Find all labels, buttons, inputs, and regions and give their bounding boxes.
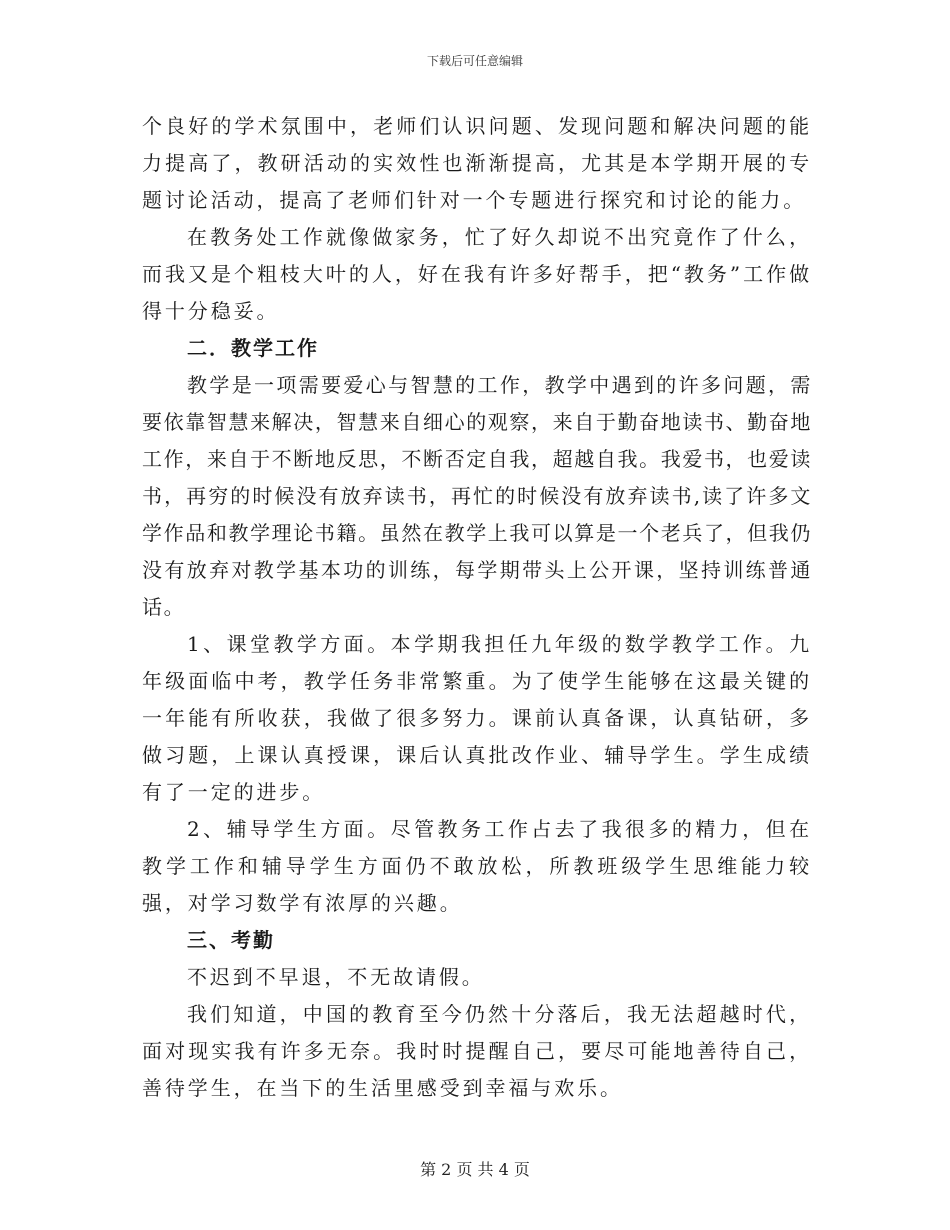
page-header: 下载后可任意编辑: [426, 54, 523, 68]
document-body: [142, 108, 812, 1107]
paragraph-1: 个良好的学术氛围中，老师们认识问题、发现问题和解决问题的能力提高了，教研活动的实效性也渐渐提高，尤其是本学期开展的专题讨论活动，提高了老师们针对一个专题进行探究和讨论的能力。: [142, 114, 812, 212]
paragraph-5: 2、辅导学生方面。尽管教务工作占去了我很多的精力，但在教学工作和辅导学生方面仍不敢放松，所教班级学生思维能力较强，对学习数学有浓厚的兴趣。: [142, 817, 812, 915]
paragraph-6: 不迟到不早退，不无故请假。: [187, 965, 485, 989]
paragraph-3: 教学是一项需要爱心与智慧的工作，教学中遇到的许多问题，需要依靠智慧来解决，智慧来自细心的观察，来自于勤奋地读书、勤奋地工作，来自于不断地反思，不断否定自我，超越自我。我爱书，也爱读书，再穷的时候没有放弃读书，再忙的时候没有放弃读书,读了许多文学作品和教学理论书籍。虽然在教学上我可以算是一个老兵了，但我仍没有放弃对教学基本功的训练，每学期带头上公开课，坚持训练普通话。: [142, 373, 812, 619]
paragraph-7: 我们知道，中国的教育至今仍然十分落后，我无法超越时代，面对现实我有许多无奈。我时时提醒自己，要尽可能地善待自己，善待学生，在当下的生活里感受到幸福与欢乐。: [142, 1002, 812, 1100]
section-heading-attendance: 三、考勤: [187, 928, 275, 952]
paragraph-4: 1、课堂教学方面。本学期我担任九年级的数学教学工作。九年级面临中考，教学任务非常繁重。为了使学生能够在这最关键的一年能有所收获，我做了很多努力。课前认真备课，认真钻研，多做习题，上课认真授课，课后认真批改作业、辅导学生。学生成绩有了一定的进步。: [142, 632, 812, 804]
section-heading-teaching: 二．教学工作: [187, 336, 319, 360]
page-number: 第 2 页 共 4 页: [420, 1160, 530, 1179]
paragraph-2: 在教务处工作就像做家务，忙了好久却说不出究竟作了什么，而我又是个粗枝大叶的人，好在我有许多好帮手，把“教务”工作做得十分稳妥。: [142, 225, 812, 323]
